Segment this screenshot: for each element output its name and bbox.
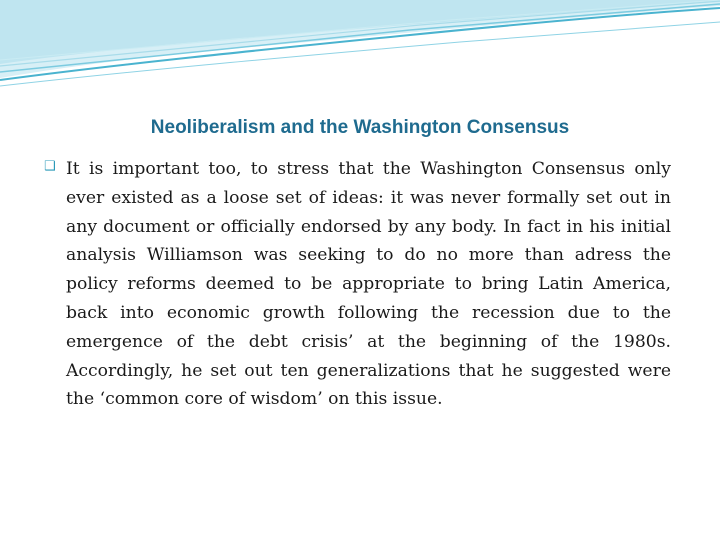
bullet-text: It is important too, to stress that the Washington Consensus only ever existed as a loose set of ideas: it was never formally set out in any document or officially endorsed by any body. In fact in his initial analysis Williamson was seeking to do no more than adress the policy reforms deemed to be appropriate to bring Latin America, back into economic growth following the recession due to the emergence of the debt crisis’ at the beginning of the 1980s. Accordingly, he set out ten generalizations that he suggested were the ‘common core of wisdom’ on this issue. bbox=[66, 159, 671, 410]
bullet-item bbox=[44, 155, 671, 414]
checkbox-bullet-icon: ❑ bbox=[44, 159, 56, 174]
header-wave-decoration bbox=[0, 0, 720, 90]
slide-title: Neoliberalism and the Washington Consensus bbox=[150, 117, 570, 138]
